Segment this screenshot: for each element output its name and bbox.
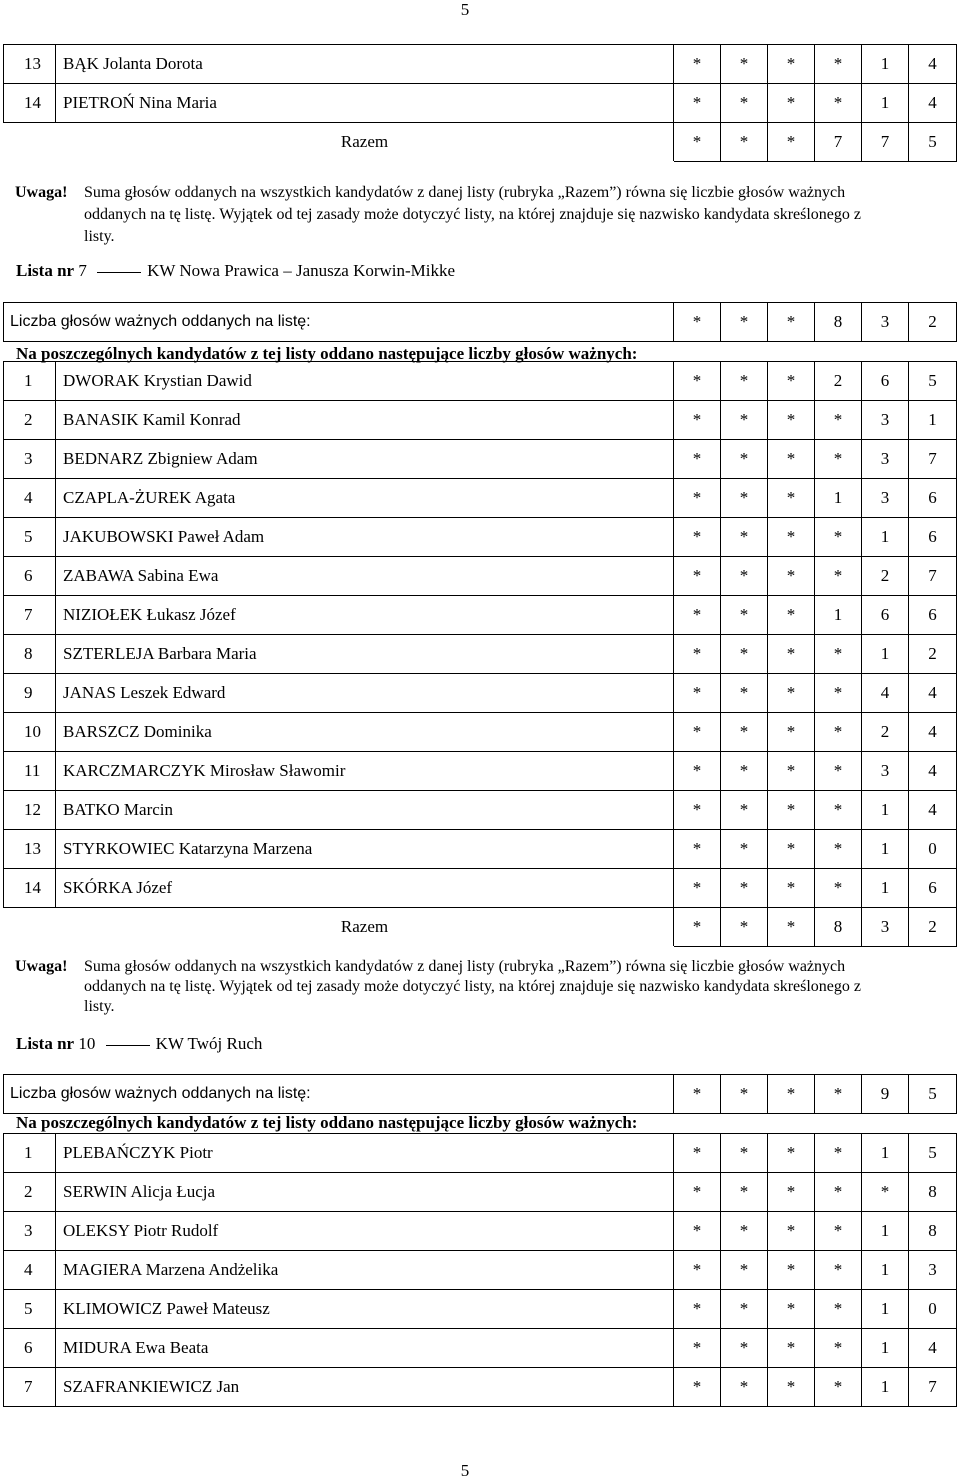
table-row <box>4 518 957 557</box>
vote-digit-cell: 1 <box>862 518 909 557</box>
total-digit-cell: * <box>721 908 768 947</box>
candidate-number: 2 <box>4 1173 56 1212</box>
vote-digit-cell: * <box>815 1290 862 1329</box>
vote-digit-cell: * <box>815 1212 862 1251</box>
valid-digit-cell: * <box>815 1075 862 1114</box>
vote-digit-cell: * <box>815 557 862 596</box>
vote-digit-cell: * <box>674 479 721 518</box>
valid-digit-cell: 2 <box>909 303 957 342</box>
vote-digit-cell: * <box>815 830 862 869</box>
table-row <box>4 1251 957 1290</box>
vote-digit-cell: 3 <box>862 401 909 440</box>
vote-digit-cell: * <box>768 401 815 440</box>
valid-votes-row <box>4 1075 957 1114</box>
table-row <box>4 674 957 713</box>
candidate-name: SZAFRANKIEWICZ Jan <box>56 1368 674 1407</box>
vote-digit-cell: * <box>674 752 721 791</box>
candidate-name: NIZIOŁEK Łukasz Józef <box>56 596 674 635</box>
candidate-number: 9 <box>4 674 56 713</box>
vote-digit-cell: 1 <box>862 1290 909 1329</box>
candidate-name: ZABAWA Sabina Ewa <box>56 557 674 596</box>
committee-name: KW Nowa Prawica – Janusza Korwin-Mikke <box>147 261 456 280</box>
vote-digit-cell: * <box>768 1251 815 1290</box>
total-digit-cell: 3 <box>862 908 909 947</box>
candidate-name: BANASIK Kamil Konrad <box>56 401 674 440</box>
candidate-name: MAGIERA Marzena Andżelika <box>56 1251 674 1290</box>
vote-digit-cell: 2 <box>909 635 957 674</box>
vote-digit-cell: 4 <box>909 791 957 830</box>
vote-digit-cell: * <box>768 362 815 401</box>
vote-digit-cell: 5 <box>909 362 957 401</box>
total-label: Razem <box>56 908 674 947</box>
table-row <box>4 713 957 752</box>
total-digit-cell: * <box>768 908 815 947</box>
vote-digit-cell: * <box>815 713 862 752</box>
note-line-1: Suma głosów oddanych na wszystkich kandydatów z danej listy (rubryka „Razem”) równa się liczbie głosów ważnych <box>84 184 846 201</box>
vote-digit-cell: 1 <box>862 1134 909 1173</box>
total-label: Razem <box>56 123 674 162</box>
valid-digit-cell: * <box>674 303 721 342</box>
list-prefix: Lista nr <box>16 261 75 280</box>
candidate-name: JANAS Leszek Edward <box>56 674 674 713</box>
vote-digit-cell: * <box>815 45 862 84</box>
valid-votes-label: Liczba głosów ważnych oddanych na listę: <box>4 303 674 342</box>
candidate-name: DWORAK Krystian Dawid <box>56 362 674 401</box>
candidate-number: 5 <box>4 1290 56 1329</box>
candidates-table-continued <box>3 44 957 162</box>
vote-digit-cell: * <box>674 1329 721 1368</box>
vote-digit-cell: 3 <box>862 752 909 791</box>
vote-digit-cell: * <box>674 1251 721 1290</box>
vote-digit-cell: * <box>768 752 815 791</box>
candidate-name: BATKO Marcin <box>56 791 674 830</box>
vote-digit-cell: 4 <box>909 1329 957 1368</box>
candidate-name: PIETROŃ Nina Maria <box>56 84 674 123</box>
total-digit-cell: 5 <box>909 123 957 162</box>
vote-digit-cell: 3 <box>862 479 909 518</box>
vote-digit-cell: * <box>721 1290 768 1329</box>
vote-digit-cell: * <box>721 557 768 596</box>
vote-digit-cell: * <box>768 869 815 908</box>
candidate-number: 4 <box>4 479 56 518</box>
list-10-valid-votes <box>3 1074 957 1114</box>
valid-digit-cell: * <box>721 303 768 342</box>
table-row <box>4 440 957 479</box>
vote-digit-cell: 1 <box>815 479 862 518</box>
vote-digit-cell: * <box>768 713 815 752</box>
vote-digit-cell: 1 <box>862 791 909 830</box>
candidate-name: KARCZMARCZYK Mirosław Sławomir <box>56 752 674 791</box>
vote-digit-cell: * <box>768 1134 815 1173</box>
vote-digit-cell: * <box>721 401 768 440</box>
list-10-candidates-label: Na poszczególnych kandydatów z tej listy oddano następujące liczby głosów ważnych: <box>16 1113 638 1132</box>
valid-votes-row <box>4 303 957 342</box>
vote-digit-cell: * <box>674 401 721 440</box>
table-row <box>4 1134 957 1173</box>
table-row <box>4 635 957 674</box>
note-label: Uwaga! <box>15 184 68 201</box>
vote-digit-cell: 6 <box>909 596 957 635</box>
candidate-number: 7 <box>4 596 56 635</box>
note-line-3: listy. <box>84 228 115 245</box>
vote-digit-cell: * <box>721 1212 768 1251</box>
total-digit-cell: 2 <box>909 908 957 947</box>
vote-digit-cell: * <box>815 674 862 713</box>
vote-digit-cell: 4 <box>862 674 909 713</box>
vote-digit-cell: 8 <box>909 1173 957 1212</box>
total-digit-cell: * <box>721 123 768 162</box>
vote-digit-cell: * <box>768 1173 815 1212</box>
valid-digit-cell: 9 <box>862 1075 909 1114</box>
table-row <box>4 1329 957 1368</box>
vote-digit-cell: * <box>815 869 862 908</box>
vote-digit-cell: * <box>674 1368 721 1407</box>
vote-digit-cell: 6 <box>909 869 957 908</box>
vote-digit-cell: 6 <box>862 362 909 401</box>
vote-digit-cell: * <box>721 869 768 908</box>
vote-digit-cell: 2 <box>862 557 909 596</box>
candidate-number: 2 <box>4 401 56 440</box>
candidate-name: SERWIN Alicja Łucja <box>56 1173 674 1212</box>
vote-digit-cell: * <box>721 596 768 635</box>
vote-digit-cell: * <box>721 1134 768 1173</box>
candidate-number: 3 <box>4 440 56 479</box>
valid-votes-label: Liczba głosów ważnych oddanych na listę: <box>4 1075 674 1114</box>
vote-digit-cell: * <box>721 1251 768 1290</box>
vote-digit-cell: * <box>815 440 862 479</box>
vote-digit-cell: * <box>721 1368 768 1407</box>
vote-digit-cell: * <box>815 752 862 791</box>
table-row <box>4 84 957 123</box>
vote-digit-cell: 1 <box>862 1212 909 1251</box>
candidate-name: BEDNARZ Zbigniew Adam <box>56 440 674 479</box>
candidate-number: 6 <box>4 557 56 596</box>
vote-digit-cell: * <box>674 1290 721 1329</box>
table-row <box>4 401 957 440</box>
page-number-top: 5 <box>460 0 470 19</box>
vote-digit-cell: 2 <box>862 713 909 752</box>
candidate-number: 11 <box>4 752 56 791</box>
vote-digit-cell: 1 <box>862 84 909 123</box>
candidate-name: SKÓRKA Józef <box>56 869 674 908</box>
candidate-number: 14 <box>4 84 56 123</box>
valid-digit-cell: * <box>721 1075 768 1114</box>
vote-digit-cell: 1 <box>862 830 909 869</box>
vote-digit-cell: * <box>674 1173 721 1212</box>
total-digit-cell: * <box>674 123 721 162</box>
vote-digit-cell: * <box>674 635 721 674</box>
total-row <box>4 123 957 162</box>
note-line-1: Suma głosów oddanych na wszystkich kandydatów z danej listy (rubryka „Razem”) równa się liczbie głosów ważnych <box>84 958 846 975</box>
vote-digit-cell: 7 <box>909 1368 957 1407</box>
vote-digit-cell: 1 <box>862 869 909 908</box>
list-number: 7 <box>78 261 87 280</box>
vote-digit-cell: * <box>674 45 721 84</box>
vote-digit-cell: 4 <box>909 674 957 713</box>
vote-digit-cell: 2 <box>815 362 862 401</box>
vote-digit-cell: * <box>721 713 768 752</box>
vote-digit-cell: * <box>768 635 815 674</box>
vote-digit-cell: 1 <box>815 596 862 635</box>
candidate-name: JAKUBOWSKI Paweł Adam <box>56 518 674 557</box>
candidate-number: 5 <box>4 518 56 557</box>
candidate-number: 10 <box>4 713 56 752</box>
vote-digit-cell: * <box>768 674 815 713</box>
vote-digit-cell: 1 <box>862 1368 909 1407</box>
valid-digit-cell: 3 <box>862 303 909 342</box>
total-digit-cell: * <box>674 908 721 947</box>
total-digit-cell: 8 <box>815 908 862 947</box>
vote-digit-cell: 1 <box>862 45 909 84</box>
candidate-name: PLEBAŃCZYK Piotr <box>56 1134 674 1173</box>
vote-digit-cell: * <box>815 1251 862 1290</box>
vote-digit-cell: * <box>768 1290 815 1329</box>
total-digit-cell: 7 <box>815 123 862 162</box>
vote-digit-cell: 4 <box>909 45 957 84</box>
valid-digit-cell: * <box>768 303 815 342</box>
vote-digit-cell: * <box>721 752 768 791</box>
vote-digit-cell: * <box>815 791 862 830</box>
list-7-candidates-label: Na poszczególnych kandydatów z tej listy oddano następujące liczby głosów ważnych: <box>16 344 638 363</box>
candidate-name: OLEKSY Piotr Rudolf <box>56 1212 674 1251</box>
table-row <box>4 479 957 518</box>
vote-digit-cell: 3 <box>909 1251 957 1290</box>
vote-digit-cell: * <box>815 401 862 440</box>
valid-digit-cell: 5 <box>909 1075 957 1114</box>
vote-digit-cell: * <box>674 674 721 713</box>
vote-digit-cell: * <box>768 596 815 635</box>
note-line-3: listy. <box>84 998 115 1015</box>
table-row <box>4 791 957 830</box>
vote-digit-cell: 8 <box>909 1212 957 1251</box>
vote-digit-cell: 4 <box>909 84 957 123</box>
vote-digit-cell: * <box>768 557 815 596</box>
list-7-valid-votes <box>3 302 957 342</box>
vote-digit-cell: * <box>721 45 768 84</box>
vote-digit-cell: * <box>674 557 721 596</box>
candidate-number: 7 <box>4 1368 56 1407</box>
candidate-name: KLIMOWICZ Paweł Mateusz <box>56 1290 674 1329</box>
candidate-name: CZAPLA-ŻUREK Agata <box>56 479 674 518</box>
vote-digit-cell: * <box>721 635 768 674</box>
note-label: Uwaga! <box>15 958 68 975</box>
vote-digit-cell: * <box>721 1329 768 1368</box>
vote-digit-cell: * <box>768 1329 815 1368</box>
vote-digit-cell: 3 <box>862 440 909 479</box>
candidate-number: 4 <box>4 1251 56 1290</box>
candidate-number: 13 <box>4 45 56 84</box>
vote-digit-cell: 4 <box>909 713 957 752</box>
table-row <box>4 830 957 869</box>
page-number-bottom: 5 <box>460 1461 470 1480</box>
vote-digit-cell: * <box>721 830 768 869</box>
vote-digit-cell: * <box>815 1329 862 1368</box>
table-row <box>4 596 957 635</box>
vote-digit-cell: * <box>815 518 862 557</box>
vote-digit-cell: * <box>721 674 768 713</box>
vote-digit-cell: * <box>768 791 815 830</box>
candidate-number: 6 <box>4 1329 56 1368</box>
candidate-name: SZTERLEJA Barbara Maria <box>56 635 674 674</box>
vote-digit-cell: * <box>768 479 815 518</box>
vote-digit-cell: * <box>768 518 815 557</box>
vote-digit-cell: * <box>815 1368 862 1407</box>
vote-digit-cell: * <box>815 1173 862 1212</box>
vote-digit-cell: 1 <box>862 1329 909 1368</box>
vote-digit-cell: 1 <box>862 635 909 674</box>
vote-digit-cell: * <box>674 84 721 123</box>
vote-digit-cell: 4 <box>909 752 957 791</box>
total-row <box>4 908 957 947</box>
candidate-number: 14 <box>4 869 56 908</box>
vote-digit-cell: * <box>721 1173 768 1212</box>
list-10-candidates-table <box>3 1133 957 1407</box>
table-row <box>4 1212 957 1251</box>
candidate-number: 1 <box>4 1134 56 1173</box>
vote-digit-cell: * <box>674 830 721 869</box>
vote-digit-cell: 5 <box>909 1134 957 1173</box>
list-number: 10 <box>78 1034 96 1053</box>
table-row <box>4 752 957 791</box>
valid-digit-cell: * <box>768 1075 815 1114</box>
candidate-name: MIDURA Ewa Beata <box>56 1329 674 1368</box>
vote-digit-cell: * <box>815 635 862 674</box>
vote-digit-cell: * <box>674 1134 721 1173</box>
vote-digit-cell: * <box>674 713 721 752</box>
candidate-number: 1 <box>4 362 56 401</box>
vote-digit-cell: * <box>721 479 768 518</box>
vote-digit-cell: * <box>721 791 768 830</box>
candidate-name: BARSZCZ Dominika <box>56 713 674 752</box>
candidate-number: 3 <box>4 1212 56 1251</box>
vote-digit-cell: 0 <box>909 830 957 869</box>
table-row <box>4 557 957 596</box>
vote-digit-cell: * <box>674 1212 721 1251</box>
vote-digit-cell: 7 <box>909 440 957 479</box>
total-digit-cell: 7 <box>862 123 909 162</box>
vote-digit-cell: * <box>721 440 768 479</box>
vote-digit-cell: 6 <box>909 518 957 557</box>
vote-digit-cell: * <box>815 1134 862 1173</box>
vote-digit-cell: * <box>674 518 721 557</box>
vote-digit-cell: * <box>721 518 768 557</box>
valid-digit-cell: 8 <box>815 303 862 342</box>
table-row <box>4 45 957 84</box>
vote-digit-cell: 6 <box>909 479 957 518</box>
vote-digit-cell: * <box>768 84 815 123</box>
vote-digit-cell: * <box>674 440 721 479</box>
vote-digit-cell: * <box>862 1173 909 1212</box>
table-row <box>4 362 957 401</box>
dash-separator <box>106 1045 150 1046</box>
candidate-name: STYRKOWIEC Katarzyna Marzena <box>56 830 674 869</box>
vote-digit-cell: * <box>768 1212 815 1251</box>
dash-separator <box>97 272 141 273</box>
table-row <box>4 1173 957 1212</box>
vote-digit-cell: * <box>721 84 768 123</box>
candidate-number: 12 <box>4 791 56 830</box>
vote-digit-cell: * <box>721 362 768 401</box>
vote-digit-cell: 1 <box>909 401 957 440</box>
candidate-number: 13 <box>4 830 56 869</box>
vote-digit-cell: * <box>674 869 721 908</box>
note-line-2: oddanych na tę listę. Wyjątek od tej zasady może dotyczyć listy, na której znajduje się nazwisko kandydata skreślonego z <box>84 978 862 995</box>
vote-digit-cell: 6 <box>862 596 909 635</box>
list-7-heading <box>16 261 455 281</box>
vote-digit-cell: 0 <box>909 1290 957 1329</box>
vote-digit-cell: * <box>674 596 721 635</box>
vote-digit-cell: * <box>768 440 815 479</box>
table-row <box>4 1368 957 1407</box>
vote-digit-cell: * <box>768 830 815 869</box>
vote-digit-cell: * <box>674 362 721 401</box>
list-10-heading <box>16 1034 262 1054</box>
vote-digit-cell: * <box>674 791 721 830</box>
table-row <box>4 1290 957 1329</box>
vote-digit-cell: * <box>768 45 815 84</box>
candidate-number: 8 <box>4 635 56 674</box>
list-prefix: Lista nr <box>16 1034 75 1053</box>
committee-name: KW Twój Ruch <box>155 1034 263 1053</box>
vote-digit-cell: 7 <box>909 557 957 596</box>
vote-digit-cell: 1 <box>862 1251 909 1290</box>
candidate-name: BĄK Jolanta Dorota <box>56 45 674 84</box>
total-digit-cell: * <box>768 123 815 162</box>
note-line-2: oddanych na tę listę. Wyjątek od tej zasady może dotyczyć listy, na której znajduje się nazwisko kandydata skreślonego z <box>84 206 862 223</box>
table-row <box>4 869 957 908</box>
vote-digit-cell: * <box>815 84 862 123</box>
vote-digit-cell: * <box>768 1368 815 1407</box>
valid-digit-cell: * <box>674 1075 721 1114</box>
list-7-candidates-table <box>3 361 957 947</box>
